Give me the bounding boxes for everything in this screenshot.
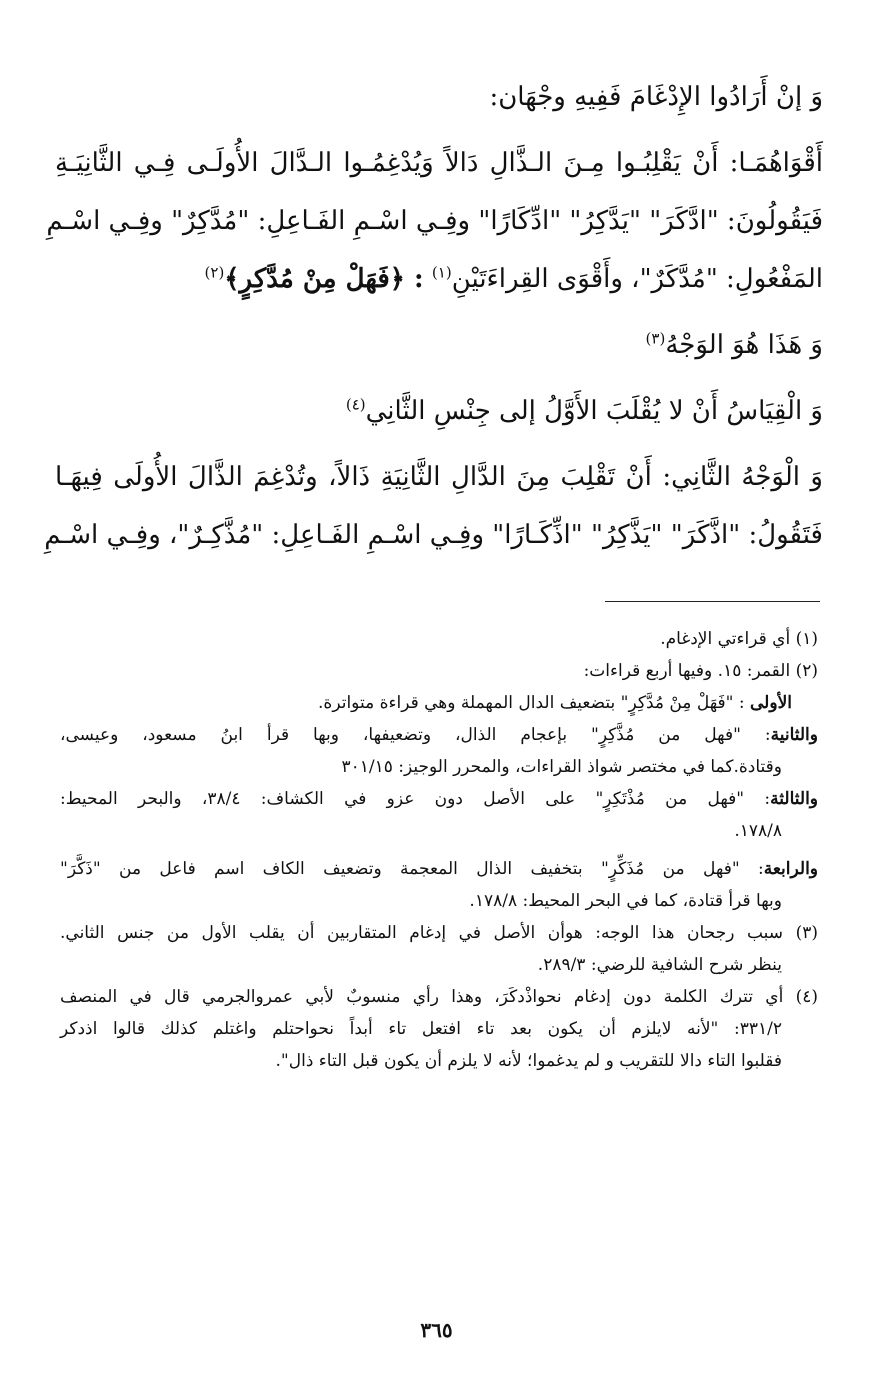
footnote-4-cont-1: ٣٣١/٢: "لأنه لايلزم أن يكون بعد تاء افتعل تاء أبداً نحواحتلم واغتلم كذلك قالوا اذدكر (60, 1019, 782, 1039)
footnote-3-cont: ينظر شرح الشافية للرضي: ٢٨٩/٣. (537, 955, 782, 975)
footnote-4: (٤) أي تترك الكلمة دون إدغام نحواذْدكَرَ، وهذا رأي منسوبٌ لأبي عمروالجرمي قال في المنصف (60, 987, 818, 1007)
main-line-5-text: وَ هَذَا هُوَ الوَجْهُ (665, 330, 823, 360)
footnote-2-reading-3 (60, 783, 818, 815)
main-line-6-text: وَ الْقِيَاسُ أَنْ لا يُقْلَبَ الأَوَّلُ إلى جِنْسِ الثَّانِي (365, 396, 823, 426)
reading-4-label: والرابعة (763, 859, 818, 879)
main-line-1 (55, 68, 823, 126)
reading-1-label: الأولى (750, 693, 792, 713)
footnotes (60, 623, 818, 1077)
footnote-divider (605, 601, 820, 602)
main-line-4-text: المَفْعُولِ: "مُدَّكَرٌ"، وأَقْوَى القِراءَتَيْنِ (451, 264, 823, 294)
footnote-2-reading-1 (60, 687, 818, 719)
footnote-ref-2[interactable]: (٢) (204, 263, 225, 282)
reading-3-label: والثالثة (770, 789, 819, 809)
main-line-5 (55, 316, 823, 374)
quran-verse: : ﴿فَهَلْ مِنْ مُدَّكِرٍ﴾ (224, 264, 424, 294)
footnote-2-reading-2-cont: وقتادة.كما في مختصر شواذ القراءات، والمحرر الوجيز: ٣٠١/١٥ (341, 757, 782, 777)
main-line-6 (55, 382, 823, 440)
reading-2-text: : "فهل من مُذَّكِرٍ" بإعجام الذال، وتضعيفها، وبها قرأ ابنُ مسعود، وعيسى، (60, 725, 771, 745)
main-line-4 (55, 250, 823, 308)
footnote-4-cont-2: فقلبوا التاء دالا للتقريب و لم يدغموا؛ لأنه لا يلزم أن يكون قبل التاء ذال". (275, 1051, 782, 1071)
footnote-2-reading-3-cont: ١٧٨/٨. (734, 821, 782, 841)
main-text (44, 68, 823, 564)
reading-1-text: : "فَهَلْ مِنْ مُدَّكِرٍ" بتضعيف الدال المهملة وهي قراءة متواترة. (318, 693, 751, 713)
reading-3-text: : "فهل من مُذْتَكِرٍ" على الأصل دون عزو في الكشاف: ٣٨/٤، والبحر المحيط: (60, 789, 771, 809)
footnote-ref-4[interactable]: (٤) (345, 395, 366, 414)
footnote-2-reading-2 (60, 719, 818, 751)
footnote-1: (١) أي قراءتي الإدغام. (660, 629, 818, 649)
main-line-1-text: وَ إنْ أَرَادُوا الإِدْغَامَ فَفِيهِ وجْهَان: (489, 82, 823, 112)
main-line-2: أَقْوَاهُمَـا: أَنْ يَقْلِبُـوا مِـنَ الـذَّالِ دَالاً وَيُدْغِمُـوا الـدَّالَ الأُولَـى فِـي الثَّانِيَـةِ (55, 148, 823, 178)
footnote-ref-3[interactable]: (٣) (645, 329, 666, 348)
main-line-8: فَتَقُولُ: "اذَّكَرَ" "يَذَّكِرُ" "اذِّكَـارًا" وفِـي اسْـمِ الفَـاعِلِ: "مُذَّكِـرٌ"، وفِـي اسْـمِ (44, 520, 823, 550)
footnote-3: (٣) سبب رجحان هذا الوجه: هوأن الأصل في إدغام المتقاربين أن يقلب الأول من جنس الثاني. (60, 923, 818, 943)
reading-2-label: والثانية (770, 725, 818, 745)
footnote-ref-1[interactable]: (١) (431, 263, 452, 282)
footnote-2-reading-4-cont: وبها قرأ قتادة، كما في البحر المحيط: ١٧٨/٨. (469, 891, 782, 911)
footnote-2: (٢) القمر: ١٥. وفيها أربع قراءات: (583, 661, 818, 681)
main-line-7: وَ الْوَجْهُ الثَّانِي: أَنْ تَقْلِبَ مِنَ الدَّالِ الثَّانِيَةِ ذَالاً، وتُدْغِمَ الذَّالَ الأُولَى فِيهَـا (55, 462, 823, 492)
footnote-2-reading-4 (60, 853, 818, 885)
page-number: ٣٦٥ (420, 1318, 453, 1342)
main-line-3: فَيَقُولُونَ: "ادَّكَرَ" "يَدَّكِرُ" "ادِّكَارًا" وفِـي اسْـمِ الفَـاعِلِ: "مُدَّكِرٌ" وفِـي اسْـمِ (46, 206, 823, 236)
reading-4-text: : "فهل من مُذَكِّرٍ" بتخفيف الذال المعجمة وتضعيف الكاف اسم فاعل من "ذَكَّرَ" (60, 859, 764, 879)
